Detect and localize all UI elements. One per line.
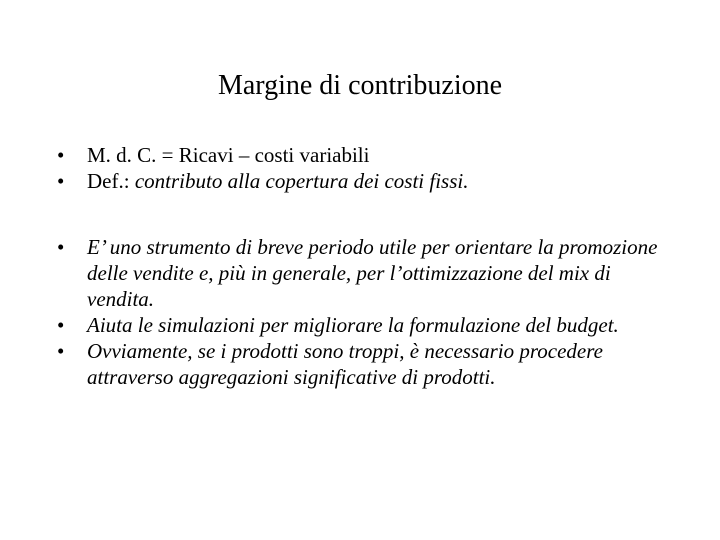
bullet-item-budget-simulations (57, 312, 677, 338)
bullet-icon: • (57, 313, 65, 337)
bullet-icon: • (57, 143, 65, 167)
bullet-icon: • (57, 339, 65, 363)
bullet-text: M. d. C. = Ricavi – costi variabili (87, 143, 370, 167)
bullet-item-product-aggregation (57, 338, 677, 390)
bullet-item-mdc-formula (57, 142, 677, 168)
bullet-icon: • (57, 235, 65, 259)
bullet-text: Aiuta le simulazioni per migliorare la formulazione del budget. (87, 313, 619, 337)
bullet-text: E’ uno strumento di breve periodo utile per orientare la promozione delle vendite e, più in generale, per l’ottimizzazione del mix di vendita. (87, 235, 658, 311)
slide-title: Margine di contribuzione (217, 70, 503, 101)
bullet-item-short-term-tool (57, 234, 677, 312)
definition-text: contributo alla copertura dei costi fissi. (134, 169, 469, 193)
bottom-bullet-list (57, 234, 677, 390)
bullet-item-definition (57, 168, 677, 194)
definition-label: Def.: (87, 169, 135, 193)
bullet-text: Ovviamente, se i prodotti sono troppi, è necessario procedere attraverso aggregazioni significative di prodotti. (87, 339, 603, 389)
bullet-icon: • (57, 169, 65, 193)
top-bullet-list (57, 142, 677, 194)
